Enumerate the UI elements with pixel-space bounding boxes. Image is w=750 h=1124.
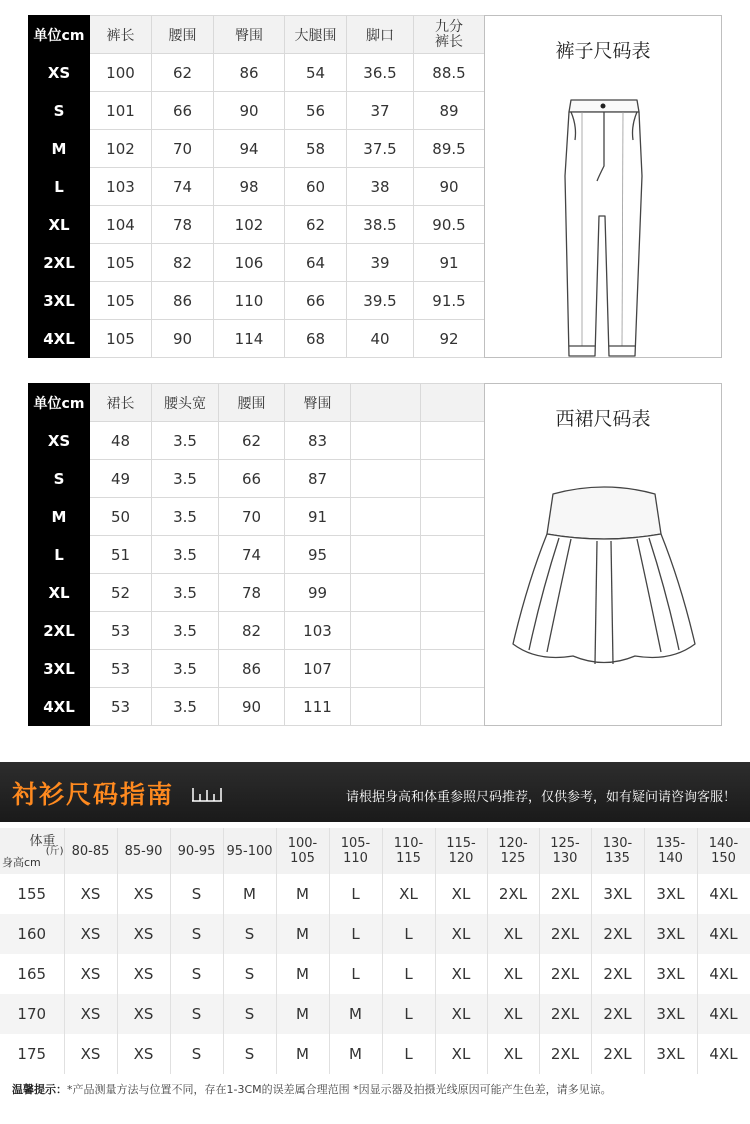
pants-value-cell: 62 — [285, 206, 347, 244]
pants-value-cell: 105 — [90, 282, 152, 320]
pants-size-row — [29, 130, 485, 168]
pants-value-cell: 38 — [347, 168, 414, 206]
recommended-size-cell: M — [223, 874, 276, 914]
recommended-size-cell: S — [170, 954, 223, 994]
skirt-value-cell: 86 — [219, 650, 285, 688]
recommended-size-cell: XL — [487, 954, 539, 994]
skirt-size-row — [29, 460, 485, 498]
header-line: 裤长 — [435, 33, 463, 50]
pants-value-cell: 90 — [152, 320, 214, 358]
pants-value-cell: 89.5 — [414, 130, 485, 168]
weight-range-header: 90-95 — [170, 828, 223, 874]
skirt-size-label: 4XL — [29, 688, 90, 726]
skirt-value-cell: 3.5 — [152, 498, 219, 536]
skirt-value-cell: 3.5 — [152, 688, 219, 726]
skirt-size-row — [29, 422, 485, 460]
skirt-chart-title: 西裙尺码表 — [555, 408, 651, 430]
skirt-value-cell — [351, 650, 421, 688]
pants-value-cell: 86 — [214, 54, 285, 92]
skirt-value-cell — [351, 536, 421, 574]
skirt-value-cell: 50 — [90, 498, 152, 536]
skirt-size-label: XS — [29, 422, 90, 460]
recommended-size-cell: XL — [382, 874, 435, 914]
skirt-value-cell: 3.5 — [152, 422, 219, 460]
skirt-col-header: 裙长 — [90, 384, 152, 422]
recommended-size-cell: XL — [435, 914, 487, 954]
recommended-size-cell: XS — [117, 874, 170, 914]
skirt-size-row — [29, 650, 485, 688]
skirt-value-cell: 52 — [90, 574, 152, 612]
recommended-size-cell: 2XL — [539, 914, 591, 954]
pants-col-header: 腰围 — [152, 16, 214, 54]
weight-range-header: 135-140 — [644, 828, 697, 874]
recommended-size-cell: 3XL — [644, 874, 697, 914]
pants-value-cell: 54 — [285, 54, 347, 92]
skirt-value-cell: 62 — [219, 422, 285, 460]
skirt-value-cell: 48 — [90, 422, 152, 460]
skirt-value-cell: 49 — [90, 460, 152, 498]
recommended-size-cell: XL — [435, 954, 487, 994]
recommended-size-cell: S — [170, 874, 223, 914]
pants-value-cell: 91 — [414, 244, 485, 282]
pants-value-cell: 91.5 — [414, 282, 485, 320]
pants-size-label: XL — [29, 206, 90, 244]
recommended-size-cell: 4XL — [697, 954, 750, 994]
skirt-size-row — [29, 536, 485, 574]
pants-size-label: S — [29, 92, 90, 130]
recommended-size-cell: S — [170, 1034, 223, 1074]
skirt-value-cell: 3.5 — [152, 536, 219, 574]
skirt-col-header: 腰围 — [219, 384, 285, 422]
recommended-size-cell: XL — [435, 994, 487, 1034]
skirt-value-cell: 70 — [219, 498, 285, 536]
skirt-value-cell: 66 — [219, 460, 285, 498]
weight-range-header: 80-85 — [64, 828, 117, 874]
pants-value-cell: 36.5 — [347, 54, 414, 92]
recommended-size-cell: M — [276, 1034, 329, 1074]
skirt-value-cell — [421, 650, 485, 688]
pants-size-row — [29, 320, 485, 358]
recommended-size-cell: 4XL — [697, 874, 750, 914]
pants-value-cell: 92 — [414, 320, 485, 358]
skirt-col-header: 腰头宽 — [152, 384, 219, 422]
weight-range-header: 100-105 — [276, 828, 329, 874]
skirt-unit-label: 单位cm — [29, 384, 90, 422]
pants-size-label: 3XL — [29, 282, 90, 320]
recommended-size-cell: XS — [64, 914, 117, 954]
pants-col-header-cropped-length — [414, 16, 485, 54]
height-value: 155 — [0, 874, 64, 914]
skirt-value-cell: 91 — [285, 498, 351, 536]
tips-text: *产品测量方法与位置不同，存在1-3CM的误差属合理范围 *因显示器及拍摄光线原因可能产生色差，请多见谅。 — [67, 1083, 612, 1096]
skirt-size-label: S — [29, 460, 90, 498]
skirt-illustration-panel — [484, 383, 722, 726]
recommended-size-cell: XS — [117, 994, 170, 1034]
recommended-size-cell: 3XL — [591, 874, 644, 914]
pants-value-cell: 40 — [347, 320, 414, 358]
header-line: 九分 — [435, 18, 463, 35]
recommended-size-cell: M — [276, 914, 329, 954]
recommended-size-cell: S — [223, 954, 276, 994]
pants-value-cell: 74 — [152, 168, 214, 206]
skirt-value-cell: 107 — [285, 650, 351, 688]
skirt-value-cell — [351, 460, 421, 498]
shirt-header-row — [0, 828, 750, 874]
pants-drawing — [485, 16, 723, 359]
recommended-size-cell: XL — [487, 1034, 539, 1074]
skirt-value-cell: 87 — [285, 460, 351, 498]
weight-range-header: 130-135 — [591, 828, 644, 874]
shirt-guide-banner — [0, 762, 750, 822]
height-value: 175 — [0, 1034, 64, 1074]
pants-value-cell: 105 — [90, 244, 152, 282]
recommended-size-cell: 2XL — [591, 954, 644, 994]
weight-range-header: 85-90 — [117, 828, 170, 874]
pants-value-cell: 60 — [285, 168, 347, 206]
pants-value-cell: 98 — [214, 168, 285, 206]
pants-size-table — [28, 15, 485, 358]
skirt-value-cell — [351, 612, 421, 650]
tips-label: 温馨提示： — [12, 1083, 67, 1096]
pants-col-header: 脚口 — [347, 16, 414, 54]
recommended-size-cell: XL — [487, 914, 539, 954]
shirt-height-row — [0, 954, 750, 994]
pants-illustration-panel — [484, 15, 722, 358]
pants-value-cell: 100 — [90, 54, 152, 92]
skirt-value-cell — [421, 574, 485, 612]
pants-value-cell: 103 — [90, 168, 152, 206]
pants-value-cell: 62 — [152, 54, 214, 92]
pants-value-cell: 105 — [90, 320, 152, 358]
pants-value-cell: 90 — [214, 92, 285, 130]
pants-value-cell: 66 — [285, 282, 347, 320]
skirt-drawing — [485, 384, 723, 727]
skirt-value-cell — [421, 498, 485, 536]
height-value: 160 — [0, 914, 64, 954]
recommended-size-cell: XL — [435, 874, 487, 914]
skirt-size-row — [29, 574, 485, 612]
recommended-size-cell: M — [276, 994, 329, 1034]
skirt-value-cell: 3.5 — [152, 612, 219, 650]
skirt-value-cell: 99 — [285, 574, 351, 612]
pants-size-label: M — [29, 130, 90, 168]
recommended-size-cell: M — [329, 994, 382, 1034]
skirt-value-cell — [421, 460, 485, 498]
skirt-size-row — [29, 688, 485, 726]
shirt-height-row — [0, 1034, 750, 1074]
pants-value-cell: 82 — [152, 244, 214, 282]
recommended-size-cell: 2XL — [539, 954, 591, 994]
recommended-size-cell: 4XL — [697, 994, 750, 1034]
skirt-value-cell — [351, 688, 421, 726]
recommended-size-cell: XS — [64, 994, 117, 1034]
recommended-size-cell: XS — [117, 914, 170, 954]
pants-value-cell: 101 — [90, 92, 152, 130]
height-value: 170 — [0, 994, 64, 1034]
skirt-value-cell: 103 — [285, 612, 351, 650]
recommended-size-cell: XL — [435, 1034, 487, 1074]
skirt-size-label: 2XL — [29, 612, 90, 650]
skirt-value-cell: 95 — [285, 536, 351, 574]
pants-chart-title: 裤子尺码表 — [555, 40, 651, 62]
recommended-size-cell: 2XL — [539, 1034, 591, 1074]
skirt-value-cell — [351, 422, 421, 460]
skirt-value-cell: 82 — [219, 612, 285, 650]
weight-range-header: 105-110 — [329, 828, 382, 874]
pants-value-cell: 102 — [90, 130, 152, 168]
weight-unit: (斤) — [45, 846, 64, 857]
pants-value-cell: 38.5 — [347, 206, 414, 244]
recommended-size-cell: L — [382, 954, 435, 994]
skirt-size-label: 3XL — [29, 650, 90, 688]
height-label: 身高cm — [2, 856, 41, 869]
pants-value-cell: 90 — [414, 168, 485, 206]
recommended-size-cell: XS — [64, 874, 117, 914]
shirt-guide-title: 衬衫尺码指南 — [12, 780, 175, 809]
pants-value-cell: 66 — [152, 92, 214, 130]
pants-header-row — [29, 16, 485, 54]
pants-value-cell: 114 — [214, 320, 285, 358]
pants-size-label: 4XL — [29, 320, 90, 358]
skirt-col-header — [351, 384, 421, 422]
recommended-size-cell: M — [276, 874, 329, 914]
recommended-size-cell: XL — [487, 994, 539, 1034]
recommended-size-cell: L — [329, 914, 382, 954]
pants-value-cell: 88.5 — [414, 54, 485, 92]
skirt-value-cell: 78 — [219, 574, 285, 612]
skirt-size-table — [28, 383, 485, 726]
pants-size-row — [29, 92, 485, 130]
pants-value-cell: 78 — [152, 206, 214, 244]
pants-value-cell: 39 — [347, 244, 414, 282]
shirt-height-row — [0, 914, 750, 954]
pants-col-header: 裤长 — [90, 16, 152, 54]
recommended-size-cell: L — [329, 954, 382, 994]
ruler-icon — [191, 786, 223, 802]
pants-col-header: 臀围 — [214, 16, 285, 54]
shirt-height-row — [0, 874, 750, 914]
skirt-value-cell: 111 — [285, 688, 351, 726]
recommended-size-cell: M — [276, 954, 329, 994]
pants-value-cell: 106 — [214, 244, 285, 282]
pants-size-row — [29, 206, 485, 244]
skirt-value-cell — [351, 498, 421, 536]
recommended-size-cell: 2XL — [539, 874, 591, 914]
recommended-size-cell: 4XL — [697, 914, 750, 954]
skirt-value-cell — [421, 688, 485, 726]
shirt-size-table — [0, 828, 750, 1074]
skirt-value-cell: 3.5 — [152, 460, 219, 498]
skirt-header-row — [29, 384, 485, 422]
skirt-value-cell: 3.5 — [152, 574, 219, 612]
recommended-size-cell: 3XL — [644, 914, 697, 954]
pants-value-cell: 68 — [285, 320, 347, 358]
skirt-col-header: 臀围 — [285, 384, 351, 422]
weight-range-header: 140-150 — [697, 828, 750, 874]
recommended-size-cell: S — [223, 994, 276, 1034]
recommended-size-cell: L — [329, 874, 382, 914]
recommended-size-cell: 2XL — [591, 1034, 644, 1074]
recommended-size-cell: 2XL — [591, 914, 644, 954]
skirt-col-header — [421, 384, 485, 422]
pants-value-cell: 90.5 — [414, 206, 485, 244]
pants-value-cell: 37 — [347, 92, 414, 130]
weight-range-header: 115-120 — [435, 828, 487, 874]
pants-value-cell: 89 — [414, 92, 485, 130]
pants-value-cell: 39.5 — [347, 282, 414, 320]
skirt-value-cell — [421, 536, 485, 574]
recommended-size-cell: 3XL — [644, 1034, 697, 1074]
pants-value-cell: 58 — [285, 130, 347, 168]
pants-value-cell: 64 — [285, 244, 347, 282]
pants-size-label: 2XL — [29, 244, 90, 282]
recommended-size-cell: S — [170, 994, 223, 1034]
pants-size-row — [29, 168, 485, 206]
weight-range-header: 95-100 — [223, 828, 276, 874]
recommended-size-cell: XS — [117, 954, 170, 994]
skirt-size-label: M — [29, 498, 90, 536]
weight-range-header: 125-130 — [539, 828, 591, 874]
skirt-value-cell: 3.5 — [152, 650, 219, 688]
pants-size-label: XS — [29, 54, 90, 92]
weight-label: 体重 — [29, 834, 56, 849]
skirt-size-row — [29, 612, 485, 650]
recommended-size-cell: 3XL — [644, 994, 697, 1034]
skirt-value-cell — [421, 422, 485, 460]
skirt-value-cell: 53 — [90, 688, 152, 726]
skirt-value-cell — [351, 574, 421, 612]
pants-value-cell: 86 — [152, 282, 214, 320]
pants-value-cell: 104 — [90, 206, 152, 244]
pants-value-cell: 110 — [214, 282, 285, 320]
skirt-size-label: XL — [29, 574, 90, 612]
recommended-size-cell: L — [382, 914, 435, 954]
skirt-value-cell: 83 — [285, 422, 351, 460]
weight-range-header: 110-115 — [382, 828, 435, 874]
recommended-size-cell: L — [382, 994, 435, 1034]
shirt-corner-cell — [0, 828, 64, 874]
recommended-size-cell: S — [170, 914, 223, 954]
recommended-size-cell: M — [329, 1034, 382, 1074]
recommended-size-cell: L — [382, 1034, 435, 1074]
tips-note — [12, 1081, 612, 1097]
shirt-guide-subtitle: 请根据身高和体重参照尺码推荐，仅供参考，如有疑问请咨询客服！ — [345, 790, 736, 805]
pants-value-cell: 56 — [285, 92, 347, 130]
recommended-size-cell: 3XL — [644, 954, 697, 994]
recommended-size-cell: XS — [64, 1034, 117, 1074]
weight-range-header: 120-125 — [487, 828, 539, 874]
skirt-value-cell — [421, 612, 485, 650]
skirt-value-cell: 51 — [90, 536, 152, 574]
skirt-value-cell: 90 — [219, 688, 285, 726]
pants-value-cell: 102 — [214, 206, 285, 244]
recommended-size-cell: S — [223, 1034, 276, 1074]
skirt-value-cell: 74 — [219, 536, 285, 574]
pants-size-row — [29, 244, 485, 282]
skirt-size-label: L — [29, 536, 90, 574]
skirt-value-cell: 53 — [90, 612, 152, 650]
recommended-size-cell: XS — [117, 1034, 170, 1074]
pants-value-cell: 70 — [152, 130, 214, 168]
recommended-size-cell: 2XL — [539, 994, 591, 1034]
recommended-size-cell: 4XL — [697, 1034, 750, 1074]
pants-size-row — [29, 54, 485, 92]
recommended-size-cell: XS — [64, 954, 117, 994]
pants-size-row — [29, 282, 485, 320]
recommended-size-cell: 2XL — [591, 994, 644, 1034]
skirt-size-row — [29, 498, 485, 536]
pants-size-label: L — [29, 168, 90, 206]
skirt-value-cell: 53 — [90, 650, 152, 688]
shirt-height-row — [0, 994, 750, 1034]
recommended-size-cell: S — [223, 914, 276, 954]
recommended-size-cell: 2XL — [487, 874, 539, 914]
pants-value-cell: 94 — [214, 130, 285, 168]
height-value: 165 — [0, 954, 64, 994]
pants-value-cell: 37.5 — [347, 130, 414, 168]
pants-col-header: 大腿围 — [285, 16, 347, 54]
pants-unit-label: 单位cm — [29, 16, 90, 54]
